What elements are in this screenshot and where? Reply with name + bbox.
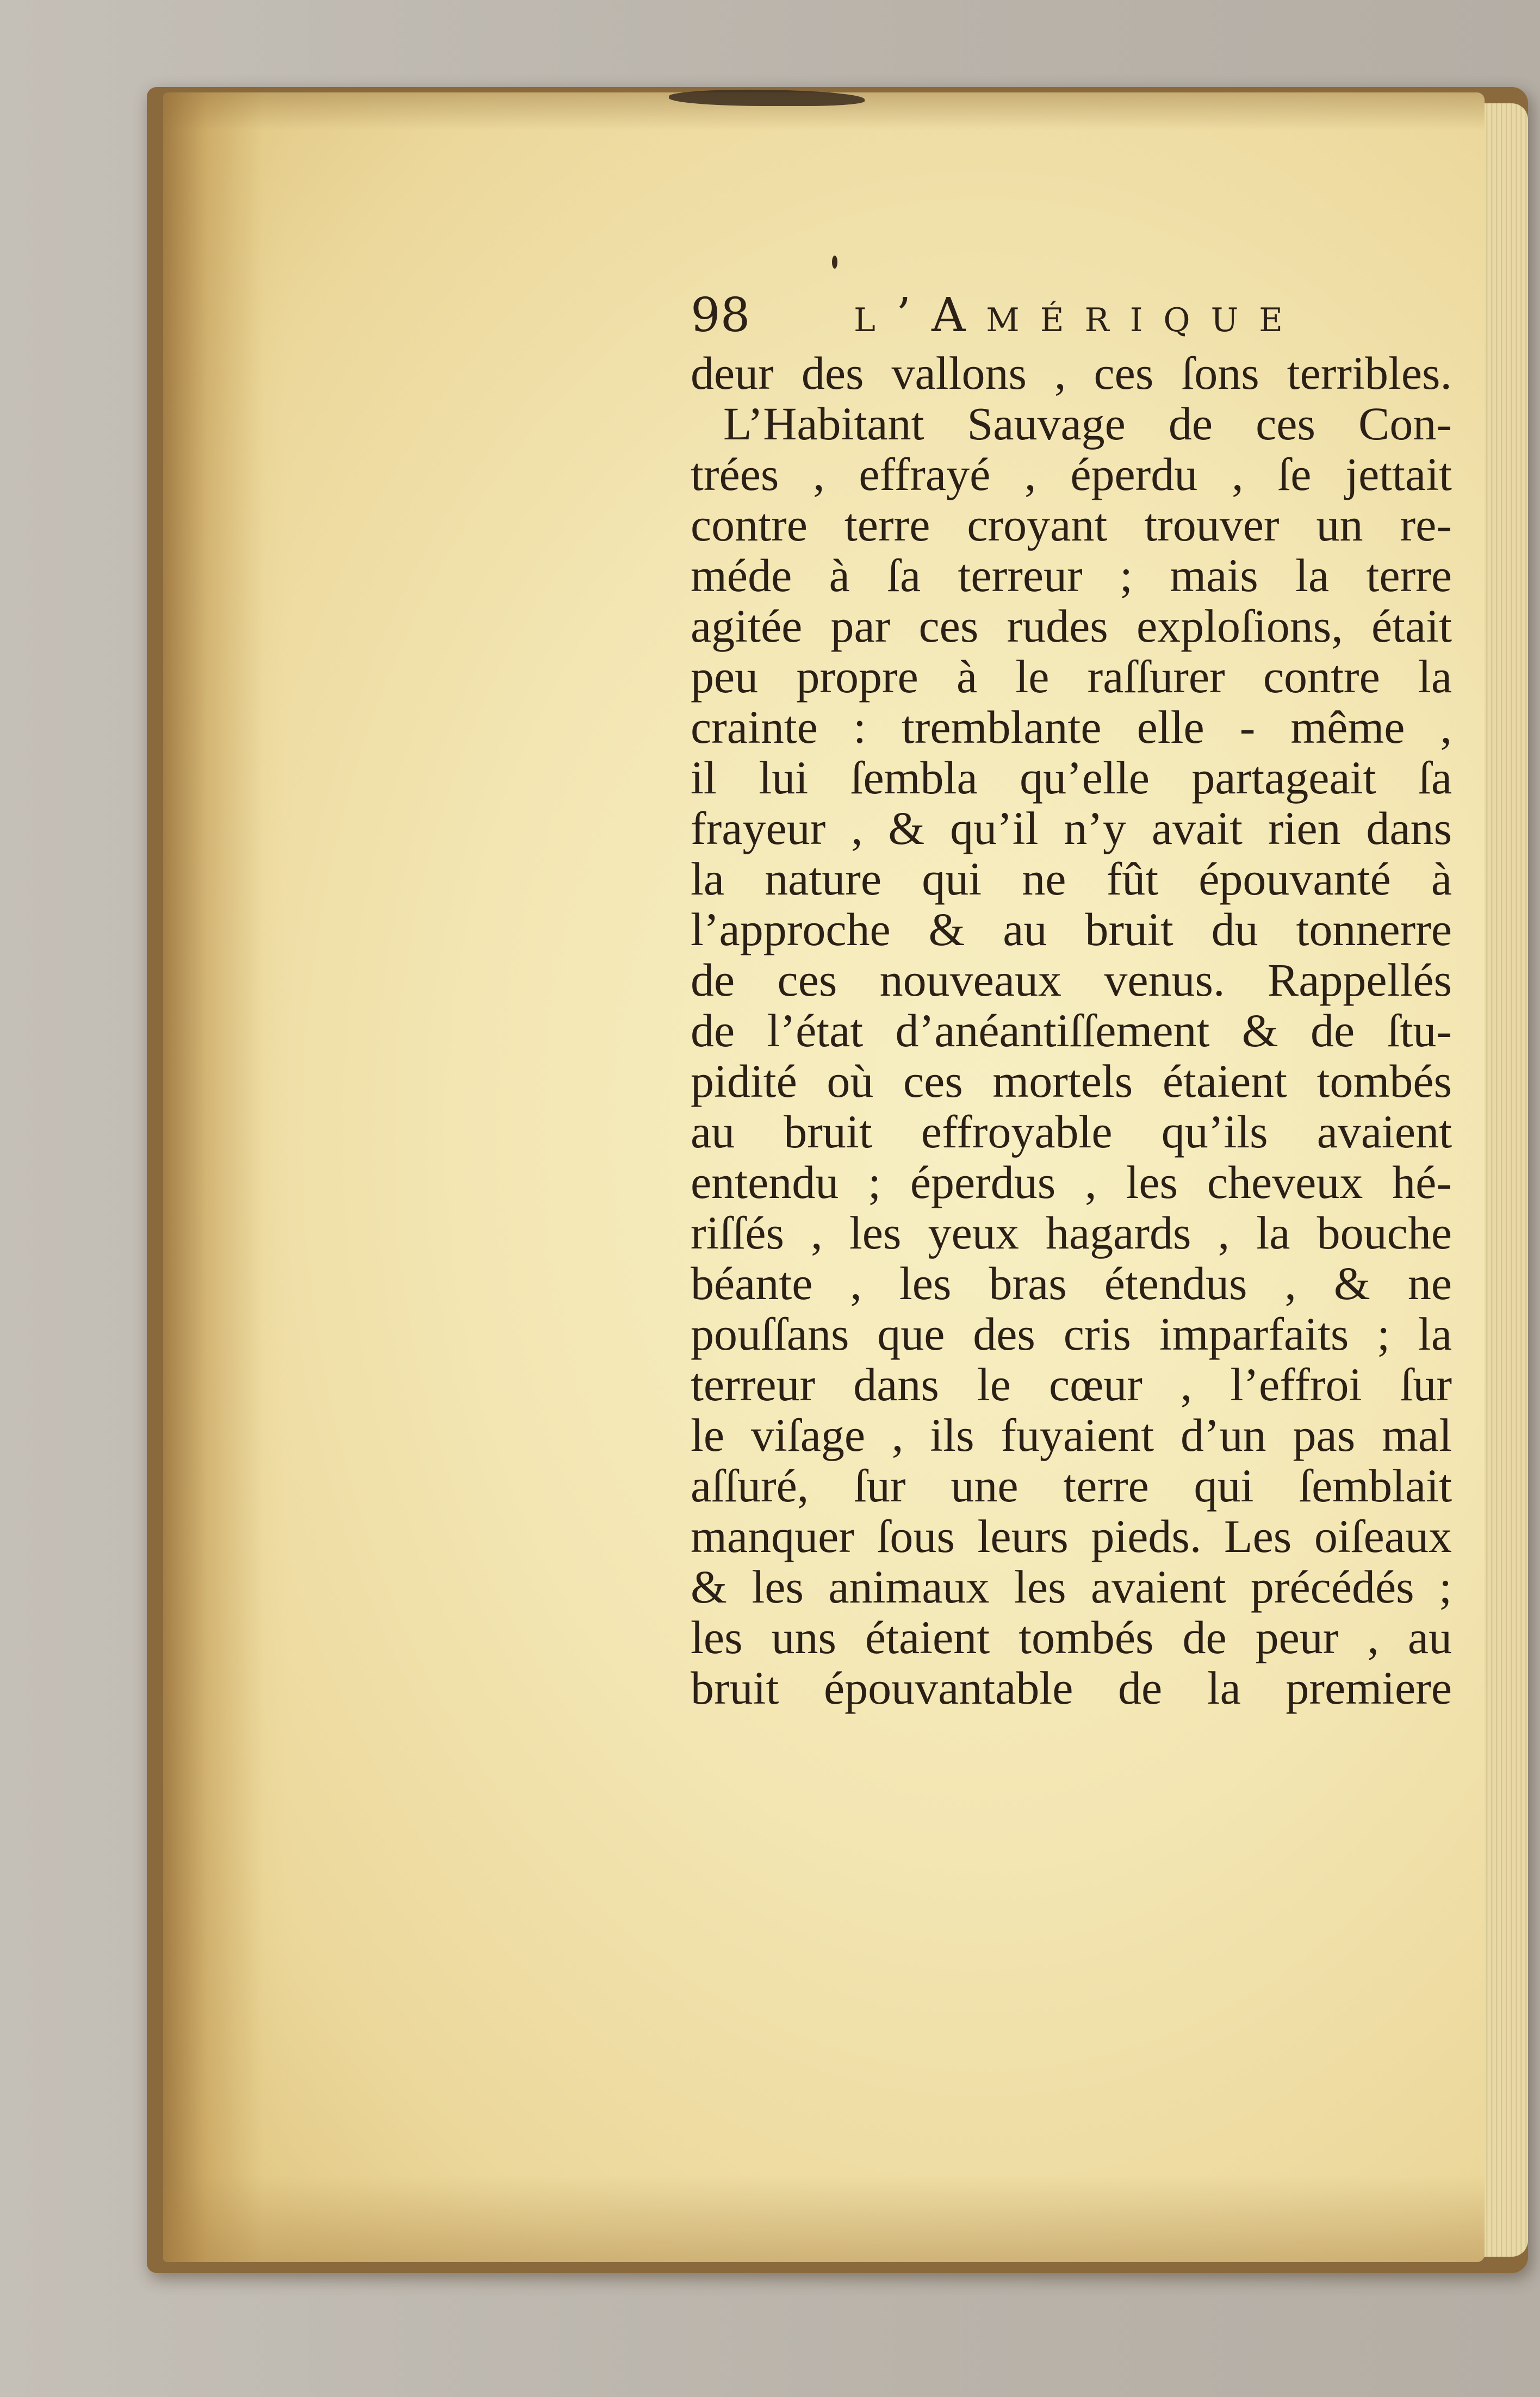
text-line: méde à ſa terreur ; mais la terre bbox=[691, 549, 1452, 601]
text-line: deur des vallons , ces ſons terribles. bbox=[691, 347, 1452, 399]
text-line: frayeur , & qu’il n’y avait rien dans bbox=[691, 802, 1452, 854]
text-line: de ces nouveaux venus. Rappellés bbox=[691, 954, 1452, 1006]
text-line: le viſage , ils fuyaient d’un pas mal bbox=[691, 1409, 1452, 1461]
text-line: crainte : tremblante elle - même , bbox=[691, 701, 1452, 753]
text-line: contre terre croyant trouver un re- bbox=[691, 499, 1452, 551]
text-line: au bruit effroyable qu’ils avaient bbox=[691, 1106, 1452, 1158]
text-line: aſſuré, ſur une terre qui ſemblait bbox=[691, 1460, 1452, 1512]
ink-mark bbox=[832, 256, 837, 269]
text-line: terreur dans le cœur , l’effroi ſur bbox=[691, 1358, 1452, 1411]
text-line: la nature qui ne fût épouvanté à bbox=[691, 853, 1452, 905]
text-line: pidité où ces mortels étaient tombés bbox=[691, 1055, 1452, 1107]
text-line: de l’état d’anéantiſſement & de ſtu- bbox=[691, 1004, 1452, 1057]
text-line: il lui ſembla qu’elle partageait ſa bbox=[691, 752, 1452, 804]
text-line: bruit épouvantable de la premiere bbox=[691, 1662, 1452, 1714]
text-line: entendu ; éperdus , les cheveux hé- bbox=[691, 1156, 1452, 1208]
text-line: trées , effrayé , éperdu , ſe jettait bbox=[691, 448, 1452, 500]
text-line: manquer ſous leurs pieds. Les oiſeaux bbox=[691, 1510, 1452, 1562]
text-line: riſſés , les yeux hagards , la bouche bbox=[691, 1207, 1452, 1259]
running-title: l’Amérique bbox=[854, 288, 1303, 343]
gutter-stain bbox=[163, 92, 288, 2262]
body-text bbox=[691, 348, 1452, 1713]
text-line: & les animaux les avaient précédés ; bbox=[691, 1561, 1452, 1613]
page-number: 98 bbox=[691, 288, 750, 343]
text-line: béante , les bras étendus , & ne bbox=[691, 1257, 1452, 1309]
text-line: L’Habitant Sauvage de ces Con- bbox=[723, 398, 1452, 450]
text-line: agitée par ces rudes exploſions, était bbox=[691, 600, 1452, 652]
page-header bbox=[691, 285, 1452, 345]
text-line: peu propre à le raſſurer contre la bbox=[691, 650, 1452, 703]
text-line: les uns étaient tombés de peur , au bbox=[691, 1611, 1452, 1663]
text-line: l’approche & au bruit du tonnerre bbox=[691, 903, 1452, 955]
text-line: pouſſans que des cris imparfaits ; la bbox=[691, 1308, 1452, 1360]
bottom-edge-stain bbox=[163, 2175, 1485, 2262]
